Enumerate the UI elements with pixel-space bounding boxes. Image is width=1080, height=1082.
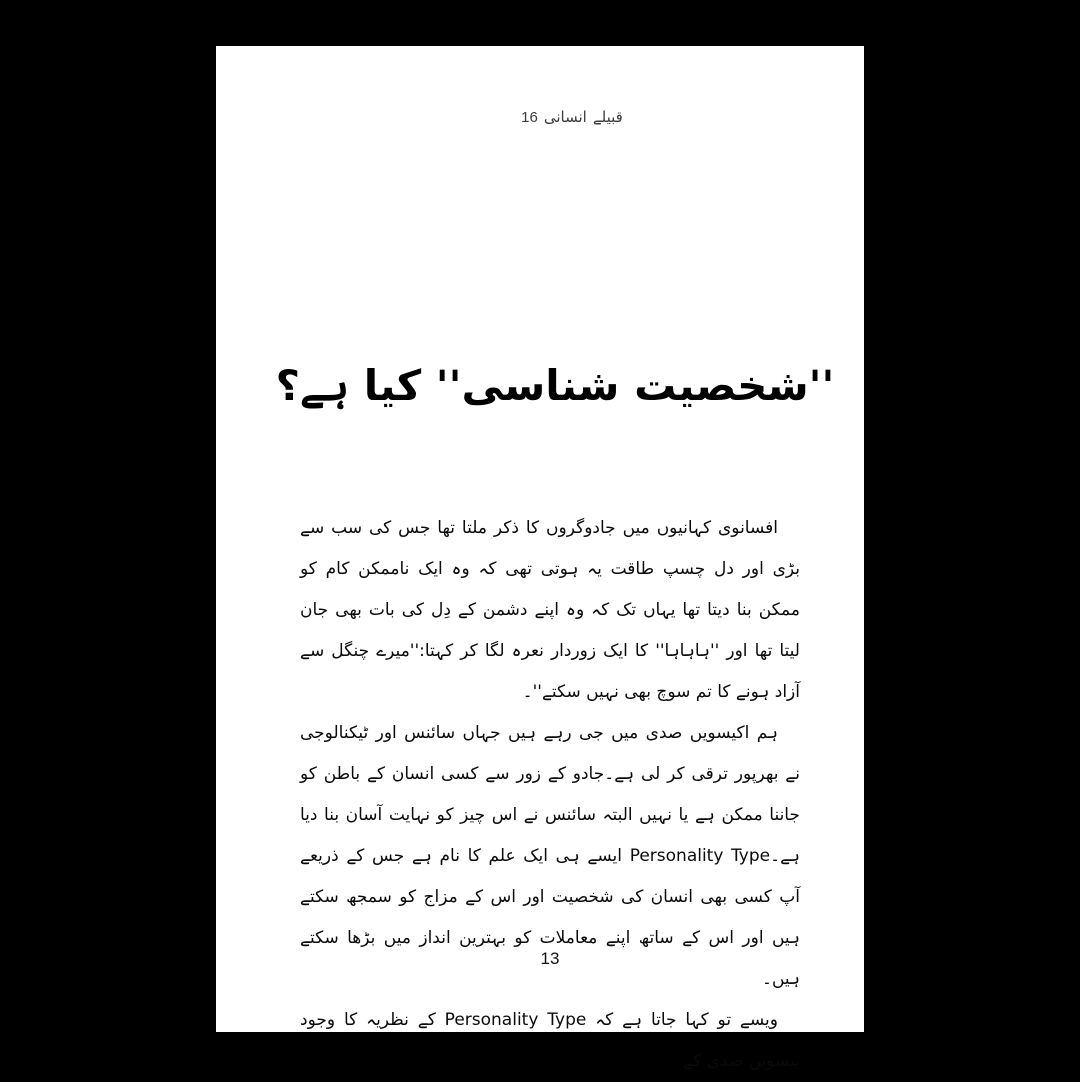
body-paragraph: ہم اکیسویں صدی میں جی رہے ہیں جہاں سائنس اور ٹیکنالوجی نے بھرپور ترقی کر لی ہے۔جادو کے زور سے کسی انسان کے باطن کو جاننا ممکن ہے یا نہیں البتہ سائنس نے اس چیز کو نہایت آسان بنا دیا ہے۔Personality Type ایسے ہی ایک علم کا نام ہے جس کے ذریعے آپ کسی بھی انسان کی شخصیت اور اس کے مزاج کو سمجھ سکتے ہیں اور اس کے ساتھ اپنے معاملات کو بہترین انداز میں بڑھا سکتے ہیں۔	[300, 723, 801, 989]
running-header-word-qabeelay: قبیلے	[592, 108, 623, 126]
running-header	[216, 108, 864, 126]
chapter-title: ''شخصیت شناسی'' کیا ہے؟	[275, 361, 835, 410]
book-page	[216, 46, 864, 1071]
running-header-word-insani: انسانی	[543, 108, 587, 126]
body-paragraph: ویسے تو کہا جاتا ہے کہ Personality Type کے نظریہ کا وجود بیسویں صدی کے	[300, 1010, 800, 1071]
page-number: 13	[540, 949, 560, 968]
body-text	[300, 508, 800, 1082]
running-header-number: 16	[521, 109, 538, 126]
body-paragraph: افسانوی کہانیوں میں جادوگروں کا ذکر ملتا تھا جس کی سب سے بڑی اور دل چسپ طاقت یہ ہوتی تھی کہ وہ ایک ناممکن کام کو ممکن بنا دیتا تھا یہاں تک کہ وہ اپنے دشمن کے دِل کی بات بھی جان لیتا تھا اور ''ہاہاہا'' کا ایک زوردار نعرہ لگا کر کہتا:''میرے چنگل سے آزاد ہونے کا تم سوچ بھی نہیں سکتے''۔	[300, 518, 800, 702]
